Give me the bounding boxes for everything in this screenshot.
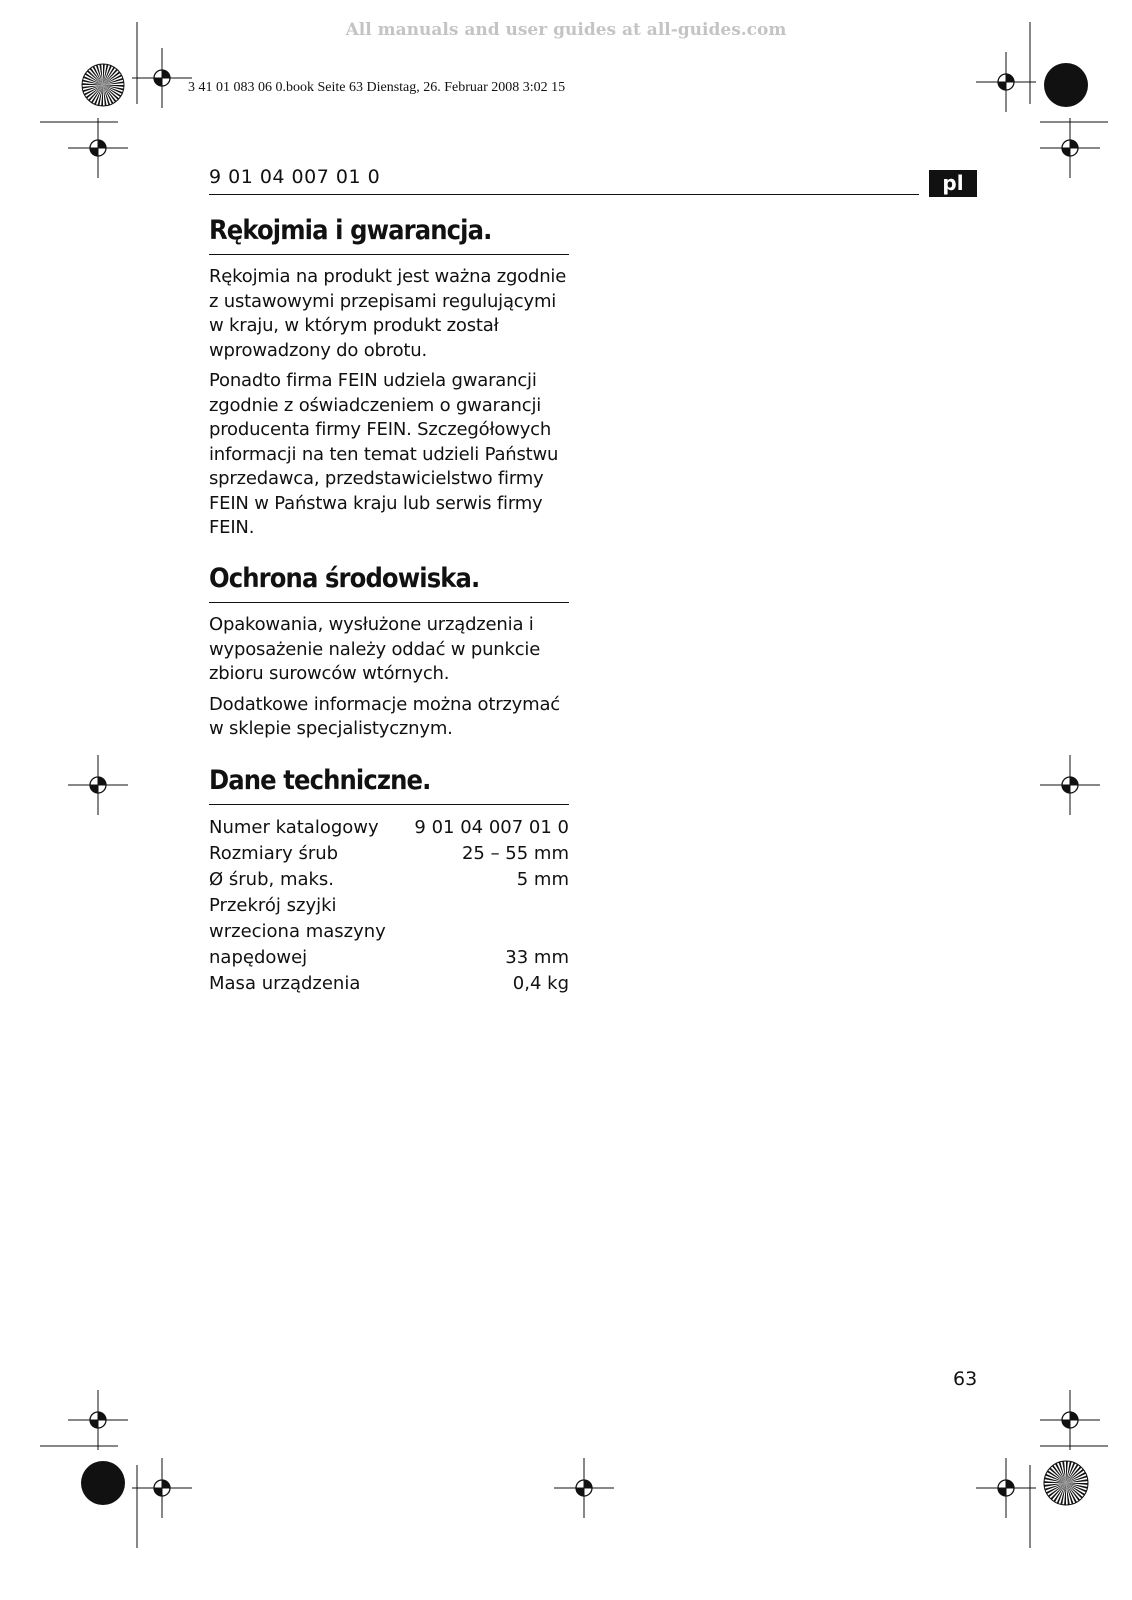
starburst-mark-icon <box>1044 1461 1088 1505</box>
section-title: Rękojmia i gwarancja. <box>209 215 492 246</box>
spec-label: Rozmiary śrub <box>209 843 339 864</box>
registration-target-icon <box>132 48 192 108</box>
spec-value: 25 – 55 mm <box>461 843 569 864</box>
registration-target-icon <box>976 1458 1036 1518</box>
watermark: All manuals and user guides at all-guides.com <box>345 20 787 40</box>
registration-target-icon <box>554 1458 614 1518</box>
header-catalog-number: 9 01 04 007 01 0 <box>209 166 381 188</box>
paragraph: Dodatkowe informacje można otrzymać w sklepie specjalistycznym. <box>209 693 560 739</box>
registration-target-icon <box>68 1390 128 1450</box>
registration-target-icon <box>1040 755 1100 815</box>
section-title: Dane techniczne. <box>209 765 431 796</box>
registration-target-icon <box>1040 118 1100 178</box>
page-number: 63 <box>953 1368 978 1390</box>
spec-row <box>209 867 569 893</box>
registration-target-icon <box>1040 1390 1100 1450</box>
section-rule <box>209 804 569 805</box>
spec-row <box>209 841 569 867</box>
registration-target-icon <box>68 118 128 178</box>
spec-row <box>209 971 569 997</box>
header-rule <box>209 194 919 195</box>
spec-value: 5 mm <box>516 869 569 890</box>
spec-value: 9 01 04 007 01 0 <box>414 817 569 838</box>
spec-value: 0,4 kg <box>512 973 569 994</box>
registration-target-icon <box>68 755 128 815</box>
starburst-mark-icon <box>82 64 124 106</box>
section-rule <box>209 254 569 255</box>
solid-disc-mark-icon <box>81 1461 125 1505</box>
spec-table <box>209 815 569 997</box>
registration-target-icon <box>132 1458 192 1518</box>
section-warranty <box>209 214 569 547</box>
section-environment <box>209 562 569 748</box>
book-file-info: 3 41 01 083 06 0.book Seite 63 Dienstag, 26. Februar 2008 3:02 15 <box>188 80 566 95</box>
spec-label: Numer katalogowy <box>209 817 379 838</box>
paragraph: Rękojmia na produkt jest ważna zgodnie z ustawowymi przepisami regulującymi w kraju, w którym produkt został wprowadzony do obrotu. <box>209 266 567 361</box>
paragraph: Ponadto firma FEIN udziela gwarancji zgodnie z oświadczeniem o gwarancji producenta firmy FEIN. Szczegółowych informacji na ten temat udzieli Państwu sprzedawca, przedstawicielstwo firmy FEIN w Państwa kraju lub serwis firmy FEIN. <box>209 370 559 538</box>
paragraph: Opakowania, wysłużone urządzenia i wyposażenie należy oddać w punkcie zbioru surowców wtórnych. <box>209 614 541 684</box>
section-technical-data <box>209 764 569 997</box>
section-rule <box>209 602 569 603</box>
language-tab: pl <box>929 170 977 197</box>
spec-row <box>209 815 569 841</box>
spec-label: Masa urządzenia <box>209 973 361 994</box>
section-title: Ochrona środowiska. <box>209 563 480 594</box>
spec-label: Ø śrub, maks. <box>209 869 335 890</box>
spec-label: Przekrój szyjki wrzeciona maszyny napędowej <box>209 895 386 968</box>
spec-value: 33 mm <box>505 947 569 968</box>
solid-disc-mark-icon <box>1044 63 1088 107</box>
registration-target-icon <box>976 52 1036 112</box>
spec-row <box>209 893 569 971</box>
